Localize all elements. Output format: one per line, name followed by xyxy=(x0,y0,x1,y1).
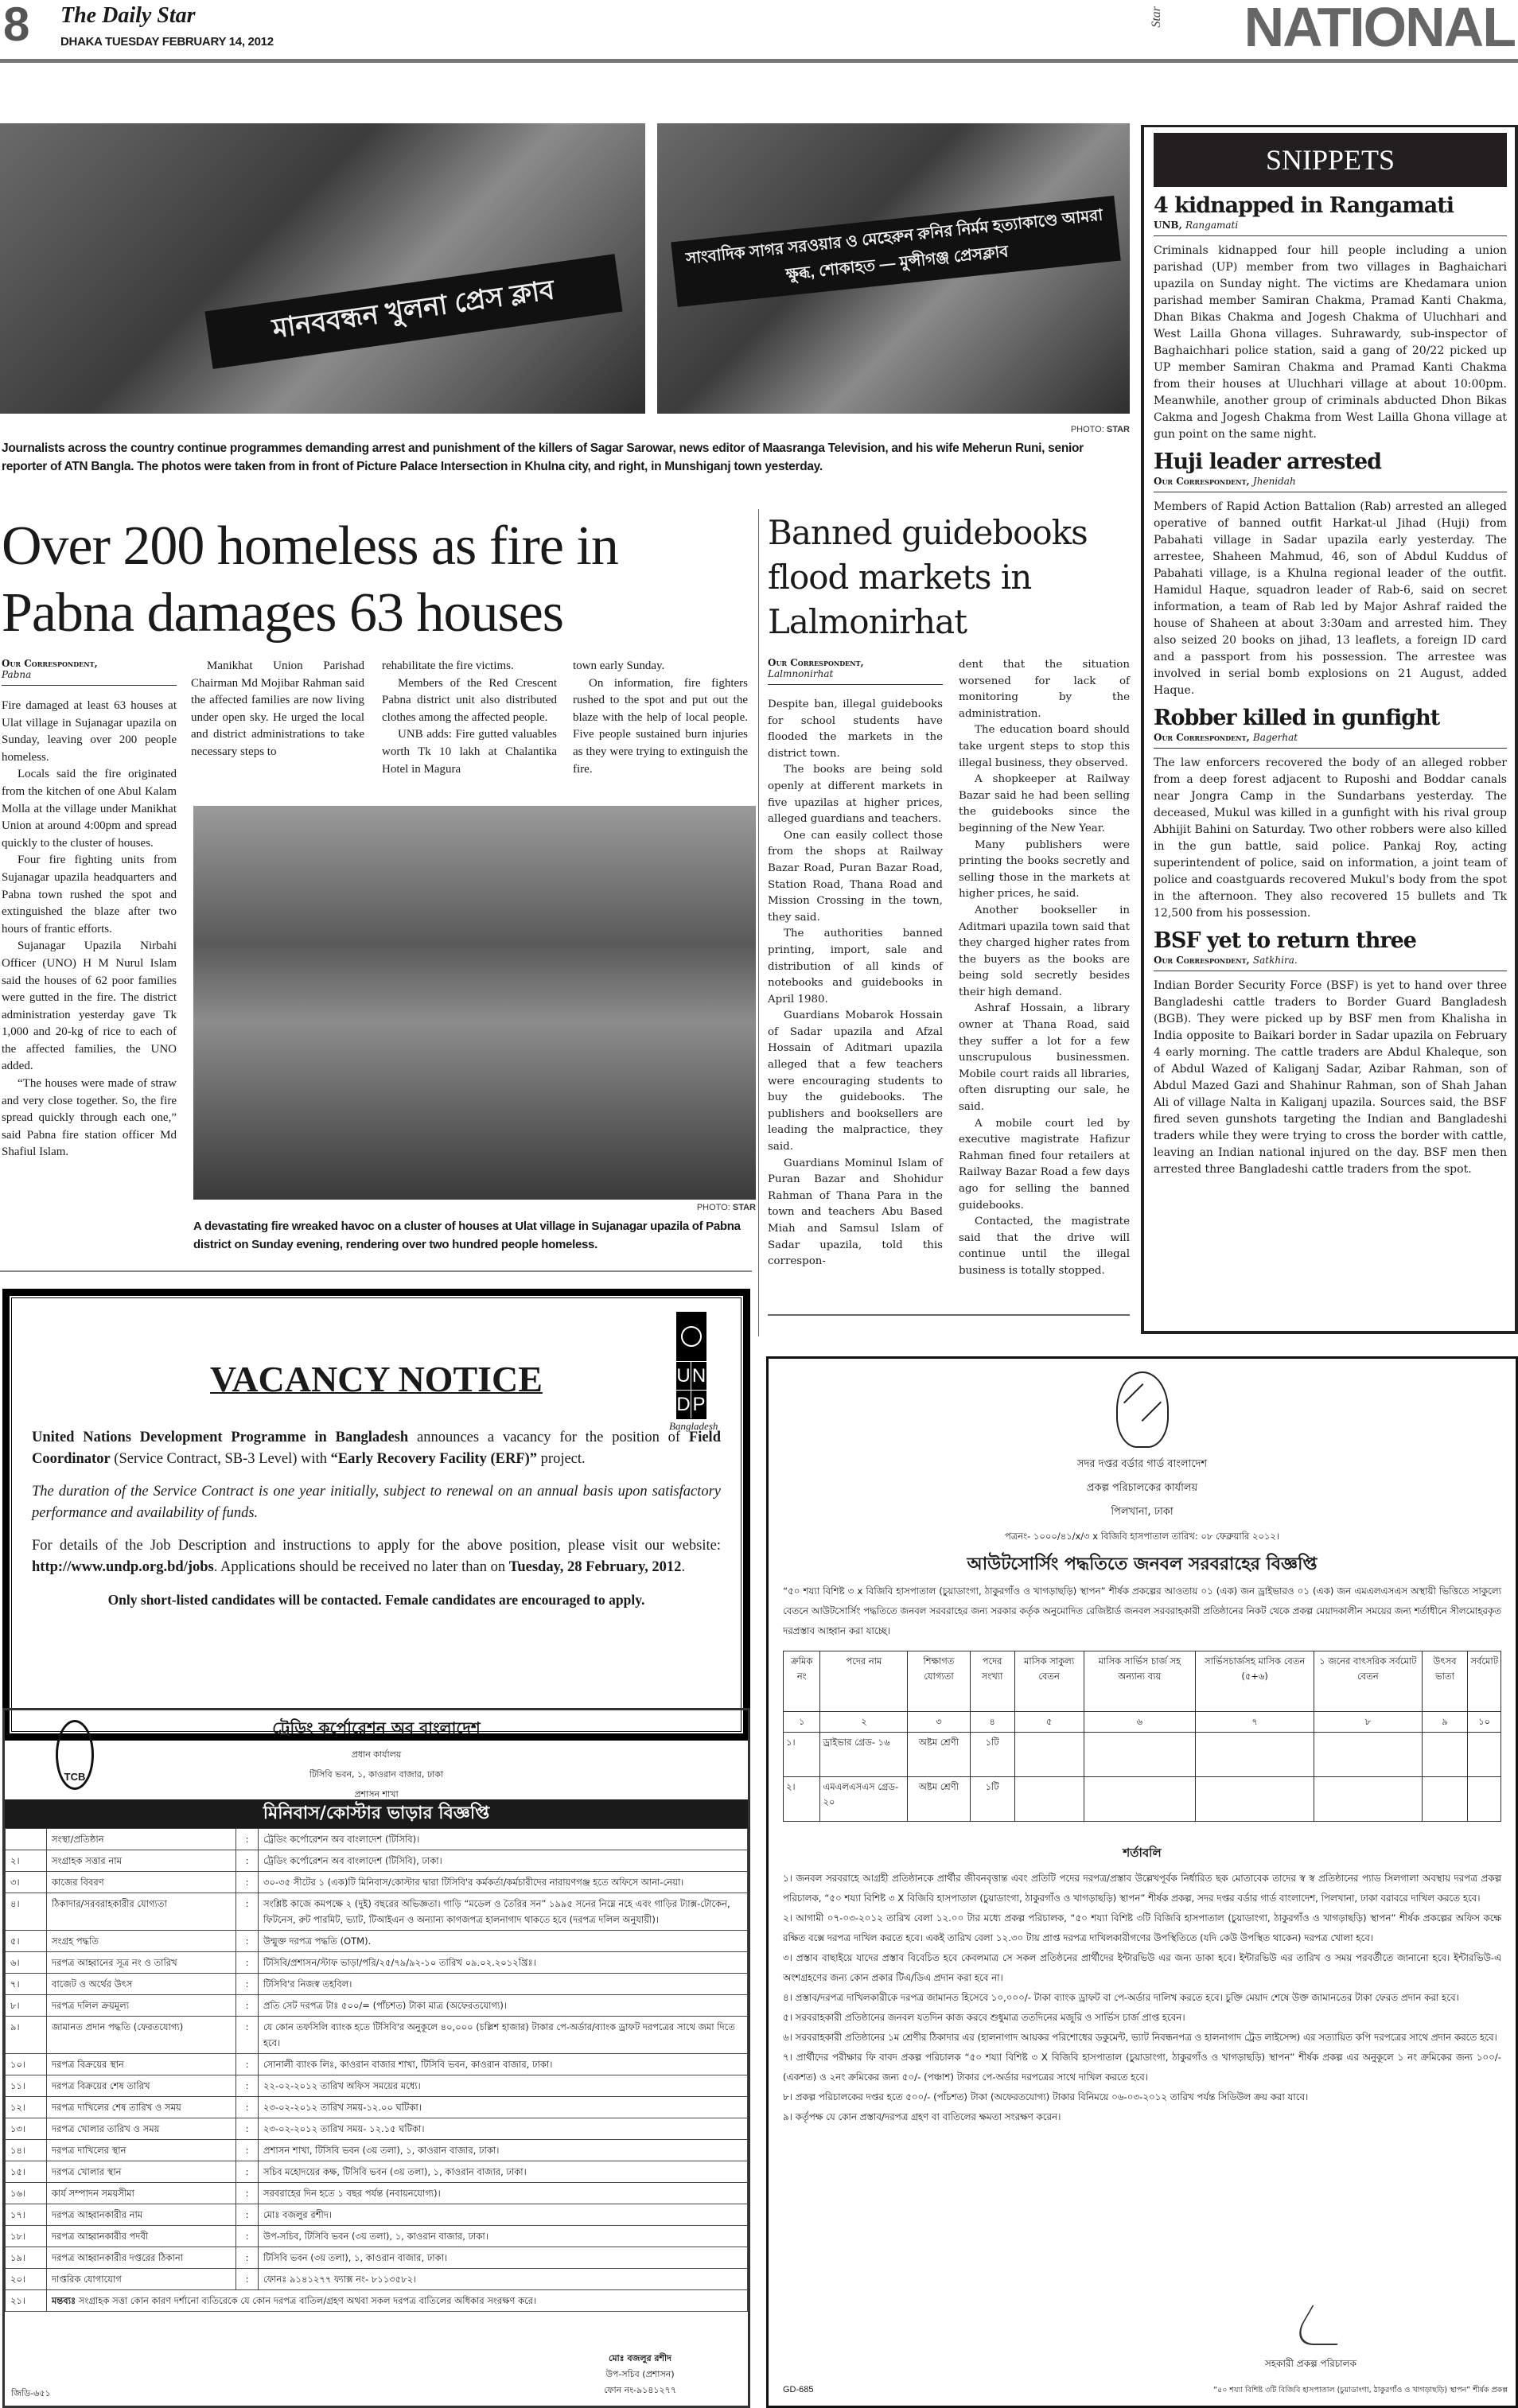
tcb-signature-block: মোঃ বজলুর রশীদ উপ-সচিব (প্রশাসন) ফোন নং-৯১৪১২৭৭ xyxy=(603,2353,676,2395)
snippet-headline: BSF yet to return three xyxy=(1154,928,1416,953)
fire-col3: rehabilitate the fire victims. Members of the Red Crescent Pabna district unit also distributed clothes among the affected people. UNB adds: Fire gutted valuables worth Tk 10 lakh at Chalantika Hotel in Magura xyxy=(382,659,557,776)
bgb-term-item: ৫। সরবরাহকারী প্রতিষ্ঠানের জনবল যতদিন কাজ করবে শুধুমাত্র ততদিনের মজুরি ও সার্ভিস চার্জ প্রাপ্ত হবেন। xyxy=(783,2012,1185,2023)
tcb-table-row: ১০। দরপত্র বিক্রয়ের স্থান : সোনালী ব্যাংক লিঃ, কাওরান বাজার শাখা, টিসিবি ভবন, কাওরান বাজার, ঢাকা। xyxy=(6,2054,748,2075)
table-header: মাসিক সার্ভিস চার্জ সহ অন্যান্য ব্যয় xyxy=(1084,1651,1196,1712)
bgb-table-row: ২। এমএলএসএস গ্রেড- ২০ অষ্টম শ্রেণী ১টি xyxy=(784,1777,1501,1822)
table-header: সার্ভিসচার্জসহ মাসিক বেতন (৫+৬) xyxy=(1196,1651,1314,1712)
snippet-headline: Robber killed in gunfight xyxy=(1154,706,1440,730)
tcb-table-row: ৯। জামানত প্রদান পদ্ধতি (ফেরতযোগ্য) : যে কোন তফসিলি ব্যাংক হতে টিসিবি'র অনুকূলে ৪০,০০০ (চল্লিশ হাজার) টাকার পে-অর্ডার/ব্যাংক ড্রাফট দরপত্রের সাথে জমা দিতে হবে। xyxy=(6,2017,748,2054)
column-divider xyxy=(758,509,759,1336)
tcb-ad-code: জিডি-৬৫১ xyxy=(11,2388,51,2398)
tcb-table-row: ১৯। দরপত্র আহ্বানকারীর দপ্তরের ঠিকানা : টিসিবি ভবন (৩য় তলা), ১, কাওরান বাজার, ঢাকা। xyxy=(6,2247,748,2269)
snippet-headline: 4 kidnapped in Rangamati xyxy=(1154,193,1454,218)
table-header: পদের সংখ্যা xyxy=(970,1651,1014,1712)
photo-munshiganj-procession xyxy=(657,123,1130,414)
tcb-table-row: ১২। দরপত্র দাখিলের শেষ তারিখ ও সময় : ২৩-০২-২০১২ তারিখ সময়-১২.০০ ঘটিকা। xyxy=(6,2097,748,2118)
fire-photo-caption: A devastating fire wreaked havoc on a cluster of houses at Ulat village in Sujanagar upazila of Pabna district on Sunday evening, rendering over two hundred people homeless. xyxy=(193,1220,741,1251)
bgb-emblem-icon xyxy=(1116,1371,1169,1448)
tcb-table-row: ৬। দরপত্র আহ্বানের সূত্র নং ও তারিখ : টিসিবি/প্রশাসন/স্টাফ ভাড়া/পরি/২৫/৭৯/৯২-১০ তারিখ ০৯.০২.২০১২খ্রিঃ। xyxy=(6,1952,748,1974)
tcb-table-row: সংস্থা/প্রতিষ্ঠান : ট্রেডিং কর্পোরেশন অব বাংলাদেশ (টিসিবি)। xyxy=(6,1829,748,1850)
bgb-term-item: ১। জনবল সরবরাহে আগ্রহী প্রতিষ্ঠানকে প্রার্থীর জীবনবৃত্তান্ত এবং প্রতিটি পদের দরপত্র/প্রস্তাব উল্লেখপূর্বক নির্ধারিত ছক মোতাবেক তাদের স্ব স্ব প্রতিষ্ঠানের প্যাড সিলগালা অবস্থায় দরপত্র প্রকল্প পরিচালক, “৫০ শয্যা বিশিষ্ট ৩ X বিজিবি হাসপাতাল (চুয়াডাংগা, ঠাকুরগাঁও ও খাগড়াছড়ি) স্থাপন” শীর্ষক প্রকল্প, সদর দপ্তর বর্ডার গার্ড বাংলাদেশ, পিলখানা, ঢাকা বরাবরে দাখিল করতে হবে। xyxy=(783,1873,1501,1904)
snippets-box: SNIPPETS 4 kidnapped in Rangamati UNB, Rangamati Criminals kidnapped four hill people including a union parishad (UP) member from two villages in Baghaichari upazila on Sunday night. The victims are Khedamara union parishad member Samiran Chakma, Pramad Kanti Chakma, Dhan Bikas Chakma and Jogesh Chakma of Uluchhari and West Lailla Ghona villages. Suhrawardy, sub-inspector of Baghaichhari police station, said a gang of 20/22 picked up UP member Samiran Chakma and Pramad Kanti Chakma from their houses at Uluchhari village at about 10:00pm. Meanwhile, another group of criminals abducted Dhon Bikas Cakma and Jogesh Chakma from West Lailla Ghona village at gun point on the same night. Huji leader arrested Our Correspondent, Jhenidah Members of Rapid Action Battalion (Rab) arrested an alleged operative of banned outfit Harkat-ul Jihad (Huji) from Pabahati village in Sadar upazila early yesterday. The arrestee, Shaheen Mahmud, 46, son of Abdul Kuddus of Pabahati village, is a Khulna regional leader of the outfit. Hamidul Haque, squadron leader of Rab-6, said on secret information, a team of Rab led by Major Ashraf raided the house of Shaheen at about 3:30am and arrested him. They also seized 20 books on jihad, 13 leaflets, a foreign ID card and a passport from his possession. The arrestee was involved in serial bomb explosions on 21 August, added Haque. Robber killed in gunfight Our Correspondent, Bagerhat The law enforcers recovered the body of an alleged robber from a deep forest adjacent to Ruposhi and Boddar canals near Jongra Camp in the Sundarbans yesterday. The deceased, Mukul was killed in a gunfight with his rival group Abhijit Bahini on Saturday. Two other robbers were also killed in the gun battle, said police. Pankaj Roy, acting superintendent of police, said on information, a joint team of police and coastguards recovered Mukul's body from the spot in the afternoon. They also recovered 15 bullets and Tk 12,500 from his possession. BSF yet to return three Our Correspondent, Satkhira. Indian Border Security Force (BSF) is yet to hand over three Bangladeshi cattle traders to Border Guard Bangladesh (BGB). They were picked up by BSF men from Khalisha in India opposite to Baikari border in Sadar upazila on February 4 early morning. The cattle traders are Abdul Khaleque, son of Abdul Wazed of Kaliganj Sadar, Azibar Rahman, son of Abdul Mazed Gazi and Shahinur Rahman, son of Shah Jahan Ali of village Nalta in Kaliganj upazila. Sources said, the BSF fired seven gunshots targeting the Indian and Bangladeshi traders while they were trying to cross the border with cattle, leaving an Indian national injured on the day. BSF men then arrested three Bangladeshi cattle traders from the spot. xyxy=(1141,125,1518,1334)
tcb-table-row: ৪। ঠিকাদার/সরবরাহকারীর যোগ্যতা : সংশ্লিষ্ট কাজে কমপক্ষে ২ (দুই) বছরের অভিজ্ঞতা। গাড়ি “মডেল ও তৈরির সন” ১৯৯৫ সনের নিম্নে নহে এবং গাড়ির ট্যাক্স-টোকেন, ফিটনেস, রুট পারমিট, ভ্যাট, টিআইএন ও অন্যান্য কাগজপত্র হালনাগাদ থাকতে হবে (দরপত্র দলিল অনুযায়ী)। xyxy=(6,1893,748,1931)
table-header: সর্বমোট xyxy=(1468,1651,1501,1712)
table-header: উৎসব ভাতা xyxy=(1422,1651,1468,1712)
bgb-signatory-title: সহকারী প্রকল্প পরিচালক xyxy=(1264,2358,1356,2369)
bgb-term-item: ২। আগামী ০৭-০৩-২০১২ তারিখ বেলা ১২.০০ টার মধ্যে প্রকল্প পরিচালক, “৫০ শয্যা বিশিষ্ট ৩টি বিজিবি হাসপাতাল (চুয়াডাংগা, ঠাকুরগাঁও ও খাগড়াছড়ি) স্থাপন” শীর্ষক প্রকল্পের অফিস কক্ষে রক্ষিত বক্সে দরপত্র দাখিল করতে হবে। একই তারিখ বেলা ১২.৩০ টায় প্রাপ্ত দরপত্র দাখিলকারীগণের উপস্থিতিতে (যদি কেউ উপস্থিত থাকেন) দরপত্র খোলা হবে। xyxy=(783,1912,1501,1943)
guidebook-col2: dent that the situation worsened for lack of monitoring by the administration. The education board should take urgent steps to stop this illegal business, they observed. A shopkeeper at Railway Bazar said he had been selling the guidebooks since the beginning of the New Year. Many publishers were printing the books secretly and selling those in the markets at higher prices, he said. Another bookseller in Aditmari upazila town said that they charged higher rates from the buyers as the books are being sold secretly besides their high demand. Ashraf Hossain, a library owner at Thana Road, said they suffer a lot for a few unscrupulous businessmen. Mobile court raids all libraries, often disrupting our sale, he said. A mobile court led by executive magistrate Hafizur Rahman fined four retailers at Railway Bazar Road a few days ago for selling the banned guidebooks. Contacted, the magistrate said that the drive will continue until the illegal business is totally stopped. xyxy=(959,659,1130,1277)
tcb-minibus-ad: TCB ট্রেডিং কর্পোরেশন অব বাংলাদেশ প্রধান কার্যালয় টিসিবি ভবন, ১, কাওরান বাজার, ঢাকা প্রশাসন শাখা মিনিবাস/কোস্টার ভাড়ার বিজ্ঞপ্তি সংস্থা/প্রতিষ্ঠান : ট্রেডিং কর্পোরেশন অব বাংলাদেশ (টিসিবি)। ২। সংগ্রাহক সত্তার নাম : ট্রেডিং কর্পোরেশন অব বাংলাদেশ (টিসিবি), ঢাকা। ৩। কাজের বিবরণ : ৩০-৩৫ সীটের ১ (এক)টি মিনিবাস/কোস্টার দ্বারা টিসিবি'র কর্মকর্তা/কর্মচারীদের নারায়ণগঞ্জ হতে অফিসে আনা-নেয়া। ৪। ঠিকাদার/সরবরাহকারীর যোগ্যতা : সংশ্লিষ্ট কাজে কমপক্ষে ২ (দুই) বছরের অভিজ্ঞতা। গাড়ি “মডেল ও তৈরির সন” ১৯৯৫ সনের নিম্নে নহে এবং গাড়ির ট্যাক্স-টোকেন, ফিটনেস, রুট পারমিট, ভ্যাট, টিআইএন ও অন্যান্য কাগজপত্র হালনাগাদ থাকতে হবে (দরপত্র দলিল অনুযায়ী)। ৫। সংগ্রহ পদ্ধতি : উন্মুক্ত দরপত্র পদ্ধতি (OTM). ৬। দরপত্র আহ্বানের সূত্র নং ও তারিখ : টিসিবি/প্রশাসন/স্টাফ ভাড়া/পরি/২৫/৭৯/৯২-১০ তারিখ ০৯.০২.২০১২খ্রিঃ। ৭। বাজেট ও অর্থের উৎস : টিসিবি'র নিজস্ব তহবিল। ৮। দরপত্র দলিল ক্রয়মূল্য : প্রতি সেট দরপত্র টাঃ ৫০০/= (পাঁচশত) টাকা মাত্র (অফেরতযোগ্য)। ৯। জামানত প্রদান পদ্ধতি (ফেরতযোগ্য) : যে কোন তফসিলি ব্যাংক হতে টিসিবি'র অনুকূলে ৪০,০০০ (চল্লিশ হাজার) টাকার পে-অর্ডার/ব্যাংক ড্রাফট দরপত্রের সাথে জমা দিতে হবে। ১০। দরপত্র বিক্রয়ের স্থান : সোনালী ব্যাংক লিঃ, কাওরান বাজার শাখা, টিসিবি ভবন, কাওরান বাজার, ঢাকা। ১১। দরপত্র বিক্রয়ের শেষ তারিখ : ২২-০২-২০১২ তারিখ অফিস সময়ের মধ্যে। ১২। দরপত্র দাখিলের শেষ তারিখ ও সময় : ২৩-০২-২০১২ তারিখ সময়-১২.০০ ঘটিকা। ১৩। দরপত্র খোলার তারিখ ও সময় : ২৩-০২-২০১২ তারিখ সময়- ১২.১৫ ঘটিকা। ১৪। দরপত্র দাখিলের স্থান : প্রশাসন শাখা, টিসিবি ভবন (৩য় তলা), ১, কাওরান বাজার, ঢাকা। ১৫। দরপত্র খোলার স্থান : সচিব মহোদয়ের কক্ষ, টিসিবি ভবন (৩য় তলা), ১, কাওরান বাজার, ঢাকা। ১৬। কার্য সম্পাদন সময়সীমা : সরবরাহের দিন হতে ১ বছর পর্যন্ত (নবায়নযোগ্য)। ১৭। দরপত্র আহ্বানকারীর নাম : মোঃ বজলুর রশীদ। ১৮। দরপত্র আহ্বানকারীর পদবী : উপ-সচিব, টিসিবি ভবন (৩য় তলা), ১, কাওরান বাজার, ঢাকা। ১৯। দরপত্র আহ্বানকারীর দপ্তরের ঠিকানা : টিসিবি ভবন (৩য় তলা), ১, কাওরান বাজার, ঢাকা। ২০। দাপ্তরিক যোগাযোগ : ফোনঃ ৯১৪১২৭৭ ফ্যাক্স নং- ৮১১৩৫৮২। ২১। মন্তব্যঃ সংগ্রাহক সত্তা কোন কারণ দর্শানো ব্যতিরেকে যে কোন দরপত্র বাতিল/গ্রহণ অথবা সকল দরপত্র বাতিলের অধিকার সংরক্ষণ করে। মোঃ বজলুর রশীদ উপ-সচিব (প্রশাসন) ফোন নং-৯১৪১২৭৭ জিডি-৬৫১ xyxy=(2,1708,750,2408)
vacancy-apply: For details of the Job Description and instructions to apply for the above position, please visit our website: http://www.undp.org.bd/jobs. Applications should be received no later than on Tuesday, 28 February, 2012. xyxy=(32,1538,721,1575)
table-header: ১ জনের বাৎসরিক সর্বমোট বেতন xyxy=(1314,1651,1422,1712)
tcb-table-row: ১১। দরপত্র বিক্রয়ের শেষ তারিখ : ২২-০২-২০১২ তারিখ অফিস সময়ের মধ্যে। xyxy=(6,2075,748,2097)
bgb-term-item: ৭। প্রার্থীদের পরীক্ষার ফি বাবদ প্রকল্প পরিচালক “৫০ শয্যা বিশিষ্ট ৩ X বিজিবি হাসপাতাল (চুয়াডাংগা, ঠাকুরগাঁও ও খাগড়াছড়ি) স্থাপন” শীর্ষক প্রকল্প এর অনুকূলে ১ নং ক্রমিকের জন্য ১০০/- (একশত) ও ২নং ক্রমিকের জন্য ৫০/- (পঞ্চাশ) টাকার পে-অর্ডার দরপত্রের সাথে দাখিল করতে হবে। xyxy=(783,2052,1501,2083)
bgb-term-item: ৬। সরবরাহকারী প্রতিষ্ঠানের ১ম শ্রেণীর ঠিকাদার এর (হালনাগাদ আয়কর পরিশোধের ডকুমেন্ট, ভ্যাট নিবন্ধনপত্র ও হালনাগাদ ট্রেড লাইসেন্স) এর সত্যায়িত কপি দরপত্রের সাথে প্রদান করতে হবে। xyxy=(783,2032,1497,2043)
fire-photo-credit: PHOTO: STAR xyxy=(696,1203,756,1212)
bgb-term-item: ৪। প্রস্তাব/দরপত্র দাখিলকারীকে দরপত্র জামানত হিসেবে ১০,০০০/- টাকা ব্যাংক ড্রাফট বা পে-অর্ডার দালিখ করতে হবে। চুক্তি মেয়াদ শেষে উক্ত জামানতের টাকা ফেরত প্রদান করা হবে। xyxy=(783,1992,1459,2003)
banner-munshiganj: সাংবাদিক সাগর সরওয়ার ও মেহেরুন রুনির নির্মম হত্যাকাণ্ডে আমরা ক্ষুব্ধ, শোকাহত — মুন্সীগঞ্জ প্রেসক্লাব xyxy=(671,196,1121,307)
photo-khulna-human-chain xyxy=(0,123,645,414)
tcb-table-row: ২। সংগ্রাহক সত্তার নাম : ট্রেডিং কর্পোরেশন অব বাংলাদেশ (টিসিবি), ঢাকা। xyxy=(6,1850,748,1872)
bgb-posts-table: ক্রমিক নং পদের নাম শিক্ষাগত যোগ্যতা পদের সংখ্যা মাসিক সাকুল্য বেতন মাসিক সার্ভিস চার্জ সহ অন্যান্য ব্যয় সার্ভিসচার্জসহ মাসিক বেতন (৫+৬) ১ জনের বাৎসরিক সর্বমোট বেতন উৎসব ভাতা সর্বমোট ১ ২ ৩ ৪ ৫ ৬ ৭ ৮ ৯ ১০ ১। ড্রাইভার গ্রেড- ১৬ অষ্টম শ্রেণী ১টি ২। এমএলএসএস গ্রেড- ২০ অষ্টম শ্রেণী ১টি xyxy=(783,1651,1501,1822)
bgb-notice-title: আউটসোর্সিং পদ্ধতিতে জনবল সরবরাহের বিজ্ঞপ্তি xyxy=(967,1554,1318,1574)
undp-logo: U N D P xyxy=(676,1312,706,1419)
fire-col2: Manikhat Union Parishad Chairman Md Mojibar Rahman said the affected families are now living under open sky. He urged the local and district administrations to take necessary steps to xyxy=(191,659,364,758)
bgb-outsourcing-ad: সদর দপ্তর বর্ডার গার্ড বাংলাদেশ প্রকল্প পরিচালকের কার্যালয় পিলখানা, ঢাকা পত্রনং- ১০০০/৪১/x/৩ x বিজিবি হাসপাতাল তারিখ: ০৮ ফেব্রুয়ারি ২০১২। আউটসোর্সিং পদ্ধতিতে জনবল সরবরাহের বিজ্ঞপ্তি “৫০ শয্যা বিশিষ্ট ৩ x বিজিবি হাসপাতাল (চুয়াডাংগা, ঠাকুরগাঁও ও খাগড়াছড়ি) স্থাপন” শীর্ষক প্রকল্পের আওতায় ০১ (এক) জন ড্রাইভারও ০১ (এক) জন এমএলএসএস অস্থায়ী ভিত্তিতে সাকুল্যে বেতনে আউটসোর্সিং পদ্ধতিতে জনবল সরবরাহের জন্য সরকার কর্তৃক অনুমোদিত রেজিষ্টার্ড জনবল সরবরাহকারী প্রতিষ্ঠানের নিকট থেকে প্রকল্প মেয়াদকালীন সময়ের জন্য শর্তাধীনে সীলমোহরকৃত দরপ্রস্তাব আহ্বান করা যাচ্ছে। ক্রমিক নং পদের নাম শিক্ষাগত যোগ্যতা পদের সংখ্যা মাসিক সাকুল্য বেতন মাসিক সার্ভিস চার্জ সহ অন্যান্য ব্যয় সার্ভিসচার্জসহ মাসিক বেতন (৫+৬) ১ জনের বাৎসরিক সর্বমোট বেতন উৎসব ভাতা সর্বমোট ১ ২ ৩ ৪ ৫ ৬ ৭ ৮ ৯ ১০ ১। ড্রাইভার গ্রেড- ১৬ অষ্টম শ্রেণী ১টি ২। এমএলএসএস গ্রেড- ২০ অষ্টম শ্রেণী ১টি শর্তাবলি ১। জনবল সরবরাহে আগ্রহী প্রতিষ্ঠানকে প্রার্থীর জীবনবৃত্তান্ত এবং প্রতিটি পদের দরপত্র/প্রস্তাব উল্লেখপূর্বক নির্ধারিত ছক মোতাবেক তাদের স্ব স্ব প্রতিষ্ঠানের প্যাড সিলগালা অবস্থায় দরপত্র প্রকল্প পরিচালক, “৫০ শয্যা বিশিষ্ট ৩ X বিজিবি হাসপাতাল (চুয়াডাংগা, ঠাকুরগাঁও ও খাগড়াছড়ি) স্থাপন” শীর্ষক প্রকল্প, সদর দপ্তর বর্ডার গার্ড বাংলাদেশ, পিলখানা, ঢাকা বরাবরে দাখিল করতে হবে। ২। আগামী ০৭-০৩-২০১২ তারিখ বেলা ১২.০০ টার মধ্যে প্রকল্প পরিচালক, “৫০ শয্যা বিশিষ্ট ৩টি বিজিবি হাসপাতাল (চুয়াডাংগা, ঠাকুরগাঁও ও খাগড়াছড়ি) স্থাপন” শীর্ষক প্রকল্পের অফিস কক্ষে রক্ষিত বক্সে দরপত্র দাখিল করতে হবে। একই তারিখ বেলা ১২.৩০ টায় প্রাপ্ত দরপত্র দাখিলকারীগণের উপস্থিতিতে (যদি কেউ উপস্থিত থাকেন) দরপত্র খোলা হবে। ৩। প্রস্তাব বাছাইয়ে যাদের প্রস্তাব বিবেচিত হবে কেবলমাত্র সে সকল প্রতিষ্ঠনের প্রার্থীদের ইন্টারভিউ এর জন্য ডাকা হবে। ইন্টারভিউ এর তারিখ ও সময় পরবর্তীতে জানানো হবে। ইন্টারভিউ-এ অংশগ্রহণের জন্য কোন প্রকার টিএ/ডিএ প্রদান করা হবে না। ৪। প্রস্তাব/দরপত্র দাখিলকারীকে দরপত্র জামানত হিসেবে ১০,০০০/- টাকা ব্যাংক ড্রাফট বা পে-অর্ডার দালিখ করতে হবে। চুক্তি মেয়াদ শেষে উক্ত জামানতের টাকা ফেরত প্রদান করা হবে। ৫। সরবরাহকারী প্রতিষ্ঠানের জনবল যতদিন কাজ করবে শুধুমাত্র ততদিনের মজুরি ও সার্ভিস চার্জ প্রাপ্ত হবেন। ৬। সরবরাহকারী প্রতিষ্ঠানের ১ম শ্রেণীর ঠিকাদার এর (হালনাগাদ আয়কর পরিশোধের ডকুমেন্ট, ভ্যাট নিবন্ধনপত্র ও হালনাগাদ ট্রেড লাইসেন্স) এর সত্যায়িত কপি দরপত্রের সাথে প্রদান করতে হবে। ৭। প্রার্থীদের পরীক্ষার ফি বাবদ প্রকল্প পরিচালক “৫০ শয্যা বিশিষ্ট ৩ X বিজিবি হাসপাতাল (চুয়াডাংগা, ঠাকুরগাঁও ও খাগড়াছড়ি) স্থাপন” শীর্ষক প্রকল্প এর অনুকূলে ১ নং ক্রমিকের জন্য ১০০/- (একশত) ও ২নং ক্রমিকের জন্য ৫০/- (পঞ্চাশ) টাকার পে-অর্ডার দরপত্রের সাথে দাখিল করতে হবে। ৮। প্রকল্প পরিচালকের দপ্তর হতে ৫০০/- (পাঁচশত) টাকা (অফেরতযোগ্য) টাকার বিনিময়ে ০৬-০৩-২০১২ তারিখ পর্যন্ত সিডিউল ক্রয় করা যাবে। ৯। কর্তৃপক্ষ যে কোন প্রস্তাব/দরপত্র গ্রহণ বা বাতিলের ক্ষমতা সংরক্ষণ করেন। সহকারী প্রকল্প পরিচালক GD-685 “৫০ শয্যা বিশিষ্ট ৩টি বিজিবি হাসপাতাল (চুয়াডাংগা, ঠাকুরগাঁও ও খাগড়াছড়ি) স্থাপন” শীর্ষক প্রকল্প xyxy=(766,1356,1518,2408)
tcb-table-row: ১৮। দরপত্র আহ্বানকারীর পদবী : উপ-সচিব, টিসিবি ভবন (৩য় তলা), ১, কাওরান বাজার, ঢাকা। xyxy=(6,2226,748,2247)
tcb-table-row: ১৩। দরপত্র খোলার তারিখ ও সময় : ২৩-০২-২০১২ তারিখ সময়- ১২.১৫ ঘটিকা। xyxy=(6,2118,748,2140)
guidebook-col1: Despite ban, illegal guidebooks for school students have flooded the markets in the district town. The books are being sold openly at different markets in five upazilas at higher prices, alleged guardians and teachers. One can easily collect those from the shops at Railway Bazar Road, Puran Bazar Road, Station Road, Thana Road and Mission Crossing in the town, they said. The authorities banned printing, import, sale and distribution of all kinds of notebooks and guidebooks in April 1980. Guardians Mobarok Hossain of Sadar upazila and Afzal Hossain of Aditmari upazila alleged that a few teachers were encouraging students to buy the guidebooks. The publishers and booksellers are leading the malpractice, they said. Guardians Mominul Islam of Puran Bazar and Shohidur Rahman of Thana Para in the town and teachers Abu Based Miah and Samsul Islam of Sadar upazila, told this correspon- xyxy=(768,698,943,1268)
fire-col4: town early Sunday. On information, fire fighters rushed to the spot and put out the blaze with the help of local people. Five people sustained burn injuries as they were trying to extinguish the fire. xyxy=(573,659,748,776)
fire-byline: Our Correspondent, Pabna xyxy=(2,658,177,686)
tcb-table-row: ৩। কাজের বিবরণ : ৩০-৩৫ সীটের ১ (এক)টি মিনিবাস/কোস্টার দ্বারা টিসিবি'র কর্মকর্তা/কর্মচারীদের নারায়ণগঞ্জ হতে অফিসে আনা-নেয়া। xyxy=(6,1872,748,1893)
snippet-body: Members of Rapid Action Battalion (Rab) arrested an alleged operative of banned outfit Harkat-ul Jihad (Huji) from Pabahati village in Sadar upazila early yesterday. The arrestee, Shaheen Mahmud, 46, son of Abdul Kuddus of Pabahati village, is a Khulna regional leader of the outfit. Hamidul Haque, squadron leader of Rab-6, said on secret information, a team of Rab led by Major Ashraf raided the house of Shaheen at about 3:30am and arrested him. They also seized 20 books on jihad, 13 leaflets, a foreign ID card and a passport from his possession. The arrestee was involved in serial bomb explosions on 21 August, added Haque. xyxy=(1154,500,1507,697)
section-title: NATIONAL xyxy=(1244,0,1515,58)
photo-credit: PHOTO: STAR xyxy=(1070,425,1130,434)
section-star-logo: Star xyxy=(1150,6,1163,28)
tcb-table-row: ৫। সংগ্রহ পদ্ধতি : উন্মুক্ত দরপত্র পদ্ধতি (OTM). xyxy=(6,1931,748,1952)
tcb-org-name: ট্রেডিং কর্পোরেশন অব বাংলাদেশ xyxy=(272,1718,481,1737)
fire-headline: Over 200 homeless as fire in Pabna damages 63 houses xyxy=(2,515,618,644)
bgb-signatory-project: “৫০ শয্যা বিশিষ্ট ৩টি বিজিবি হাসপাতাল (চুয়াডাংগা, ঠাকুরগাঁও ও খাগড়াছড়ি) স্থাপন” শীর্ষক প্রকল্প xyxy=(1213,2386,1508,2394)
snippet-body: Indian Border Security Force (BSF) is yet to hand over three Bangladeshi cattle traders to Border Guard Bangladesh (BGB). They were picked up by BSF men from Khalisha in India opposite to Baikari border in Sadar upazila on February 4 early morning. The cattle traders are Abdul Khaleque, son of Abdul Wazed of Kaliganj Sadar, Azibar Rahman, son of Abdul Mazed Gazi and Shahinur Rahman, son of Shah Jahan Ali of village Nalta in Kaliganj upazila. Sources said, the BSF fired seven gunshots targeting the Indian and Bangladeshi traders while they were trying to cross the border with cattle, leaving an Indian national injured on the day. BSF men then arrested three Bangladeshi cattle traders from the spot. xyxy=(1154,979,1507,1176)
tcb-tender-table xyxy=(5,1828,748,2312)
tcb-logo: TCB xyxy=(56,1720,94,1790)
bgb-terms-title: শর্তাবলি xyxy=(1123,1846,1162,1860)
vacancy-intro: United Nations Development Programme in Bangladesh announces a vacancy for the position of Field Coordinator (Service Contract, SB-3 Level) with “Early Recovery Facility (ERF)” project. xyxy=(32,1430,721,1467)
bgb-term-item: ৯। কর্তৃপক্ষ যে কোন প্রস্তাব/দরপত্র গ্রহণ বা বাতিলের ক্ষমতা সংরক্ষণ করেন। xyxy=(783,2111,1061,2122)
undp-jobs-link[interactable]: http://www.undp.org.bd/jobs xyxy=(32,1559,214,1575)
table-header: ক্রমিক নং xyxy=(784,1651,820,1712)
snippet-body: The law enforcers recovered the body of an alleged robber from a deep forest adjacent to Ruposhi and Boddar canals near Jongra Camp in the Sundarbans yesterday. The deceased, Mukul was killed in a gunfight with his rival group Abhijit Bahini on Saturday. Two other robbers were also killed in the gun battle, said police. Pankaj Roy, acting superintendent of police, said on information, a joint team of police and coastguards recovered Mukul's body from the spot in the afternoon. They also recovered 15 bullets and Tk 12,500 from his possession. xyxy=(1154,757,1507,920)
undp-vacancy-ad xyxy=(2,1289,750,1741)
bgb-ad-code: GD-685 xyxy=(783,2385,814,2394)
bgb-term-item: ৩। প্রস্তাব বাছাইয়ে যাদের প্রস্তাব বিবেচিত হবে কেবলমাত্র সে সকল প্রতিষ্ঠনের প্রার্থীদের ইন্টারভিউ এর জন্য ডাকা হবে। ইন্টারভিউ এর তারিখ ও সময় পরবর্তীতে জানানো হবে। ইন্টারভিউ-এ অংশগ্রহণের জন্য কোন প্রকার টিএ/ডিএ প্রদান করা হবে না। xyxy=(783,1952,1501,1983)
paper-logo: The Daily Star xyxy=(60,3,196,28)
table-header: পদের নাম xyxy=(820,1651,908,1712)
bgb-intro: “৫০ শয্যা বিশিষ্ট ৩ x বিজিবি হাসপাতাল (চুয়াডাংগা, ঠাকুরগাঁও ও খাগড়াছড়ি) স্থাপন” শীর্ষক প্রকল্পের আওতায় ০১ (এক) জন ড্রাইভারও ০১ (এক) জন এমএলএসএস অস্থায়ী ভিত্তিতে সাকুল্যে বেতনে আউটসোর্সিং পদ্ধতিতে জনবল সরবরাহের জন্য সরকার কর্তৃক অনুমোদিত রেজিষ্টার্ড জনবল সরবরাহকারী প্রতিষ্ঠানের নিকট থেকে প্রকল্প মেয়াদকালীন সময়ের জন্য শর্তাধীনে সীলমোহরকৃত দরপ্রস্তাব আহ্বান করা যাচ্ছে। xyxy=(783,1585,1501,1636)
tcb-table-row: ৭। বাজেট ও অর্থের উৎস : টিসিবি'র নিজস্ব তহবিল। xyxy=(6,1974,748,1995)
tcb-remark-row: ২১। মন্তব্যঃ সংগ্রাহক সত্তা কোন কারণ দর্শানো ব্যতিরেকে যে কোন দরপত্র বাতিল/গ্রহণ অথবা সকল দরপত্র বাতিলের অধিকার সংরক্ষণ করে। xyxy=(6,2290,748,2312)
un-emblem-icon xyxy=(676,1312,706,1361)
divider xyxy=(768,1314,1130,1316)
bgb-org-name: সদর দপ্তর বর্ডার গার্ড বাংলাদেশ xyxy=(1076,1458,1208,1470)
snippet-headline: Huji leader arrested xyxy=(1154,449,1382,474)
fire-col1: Fire damaged at least 63 houses at Ulat village in Sujanagar upazila on Sunday, leaving over 200 people homeless. Locals said the fire originated from the kitchen of one Abul Kalam Molla at the village under Manikhat Union at around 4:00pm and spread quickly to the cluster of houses. Four fire fighting units from Sujanagar upazila headquarters and Pabna town rushed the spot and extinguished the blaze after two hours of frantic efforts. Sujanagar Upazila Nirbahi Officer (UNO) H M Nurul Islam said the houses of 62 poor families were gutted in the fire. The district administration yesterday gave Tk 1,000 and 20-kg of rice to each of the affected families, the UNO added. “The houses were made of straw and very close together. So, the fire spread quickly through each one,” said Pabna fire station officer Md Shafiul Islam. xyxy=(2,699,177,1159)
guidebook-headline: Banned guidebooks flood markets in Lalmonirhat xyxy=(768,513,1088,641)
bgb-terms xyxy=(783,1869,1501,2127)
masthead-rule xyxy=(0,59,1518,63)
snippets-title: SNIPPETS xyxy=(1154,133,1507,187)
bgb-ref: পত্রনং- ১০০০/৪১/x/৩ x বিজিবি হাসপাতাল তারিখ: ০৮ ফেব্রুয়ারি ২০১২। xyxy=(1005,1531,1279,1542)
banner-khulna: মানববন্ধন খুলনা প্রেস ক্লাব xyxy=(204,254,622,369)
page-number: 8 xyxy=(3,0,30,51)
guidebook-byline: Our Correspondent, Lalmnonirhat xyxy=(768,657,943,685)
vacancy-footer: Only short-listed candidates will be contacted. Female candidates are encouraged to apply. xyxy=(107,1592,645,1608)
tcb-table-row: ১৭। দরপত্র আহ্বানকারীর নাম : মোঃ বজলুর রশীদ। xyxy=(6,2204,748,2226)
tcb-notice-title: মিনিবাস/কোস্টার ভাড়ার বিজ্ঞপ্তি xyxy=(5,1799,748,1828)
tcb-table-row: ৮। দরপত্র দলিল ক্রয়মূল্য : প্রতি সেট দরপত্র টাঃ ৫০০/= (পাঁচশত) টাকা মাত্র (অফেরতযোগ্য)। xyxy=(6,1995,748,2017)
table-header: শিক্ষাগত যোগ্যতা xyxy=(908,1651,970,1712)
dateline: DHAKA TUESDAY FEBRUARY 14, 2012 xyxy=(60,35,274,49)
snippet-body: Criminals kidnapped four hill people including a union parishad (UP) member from two villages in Baghaichari upazila on Sunday night. The victims are Khedamara union parishad member Samiran Chakma, Pramad Kanti Chakma, Dhan Bikas Chakma and Jogesh Chakma of Uluchhari and West Lailla Ghona villages. Suhrawardy, sub-inspector of Baghaichhari police station, said a gang of 20/22 picked up UP member Samiran Chakma and Pramad Kanti Chakma from their houses at Uluchhari village at about 10:00pm. Meanwhile, another group of criminals abducted Dhon Bikas Cakma and Jogesh Chakma from West Lailla Ghona village at gun point on the same night. xyxy=(1154,244,1507,441)
tcb-table-row: ১৫। দরপত্র খোলার স্থান : সচিব মহোদয়ের কক্ষ, টিসিবি ভবন (৩য় তলা), ১, কাওরান বাজার, ঢাকা। xyxy=(6,2161,748,2183)
tcb-table-row: ২০। দাপ্তরিক যোগাযোগ : ফোনঃ ৯১৪১২৭৭ ফ্যাক্স নং- ৮১১৩৫৮২। xyxy=(6,2269,748,2290)
vacancy-title: VACANCY NOTICE xyxy=(210,1359,543,1399)
top-photo-caption: Journalists across the country continue programmes demanding arrest and punishment of the killers of Sagar Sarowar, news editor of Maasranga Television, and his wife Meherun Runi, senior reporter of ATN Bangla. The photos were taken from in front of Picture Palace Intersection in Khulna city, and right, in Munshiganj town yesterday. xyxy=(2,442,1084,473)
signature-icon xyxy=(1290,2305,1360,2345)
table-header: মাসিক সাকুল্য বেতন xyxy=(1014,1651,1084,1712)
divider xyxy=(0,1270,752,1272)
photo-fire-damage xyxy=(193,806,756,1200)
undp-logo-caption: Bangladesh xyxy=(669,1420,718,1432)
tcb-table-row: ১৪। দরপত্র দাখিলের স্থান : প্রশাসন শাখা, টিসিবি ভবন (৩য় তলা), ১, কাওরান বাজার, ঢাকা। xyxy=(6,2140,748,2161)
bgb-table-row: ১। ড্রাইভার গ্রেড- ১৬ অষ্টম শ্রেণী ১টি xyxy=(784,1733,1501,1777)
vacancy-duration: The duration of the Service Contract is one year initially, subject to renewal on an annual basis upon satisfactory performance and availability of funds. xyxy=(32,1484,721,1521)
tcb-table-row: ১৬। কার্য সম্পাদন সময়সীমা : সরবরাহের দিন হতে ১ বছর পর্যন্ত (নবায়নযোগ্য)। xyxy=(6,2183,748,2204)
bgb-term-item: ৮। প্রকল্প পরিচালকের দপ্তর হতে ৫০০/- (পাঁচশত) টাকা (অফেরতযোগ্য) টাকার বিনিময়ে ০৬-০৩-২০১২ তারিখ পর্যন্ত সিডিউল ক্রয় করা যাবে। xyxy=(783,2091,1309,2103)
